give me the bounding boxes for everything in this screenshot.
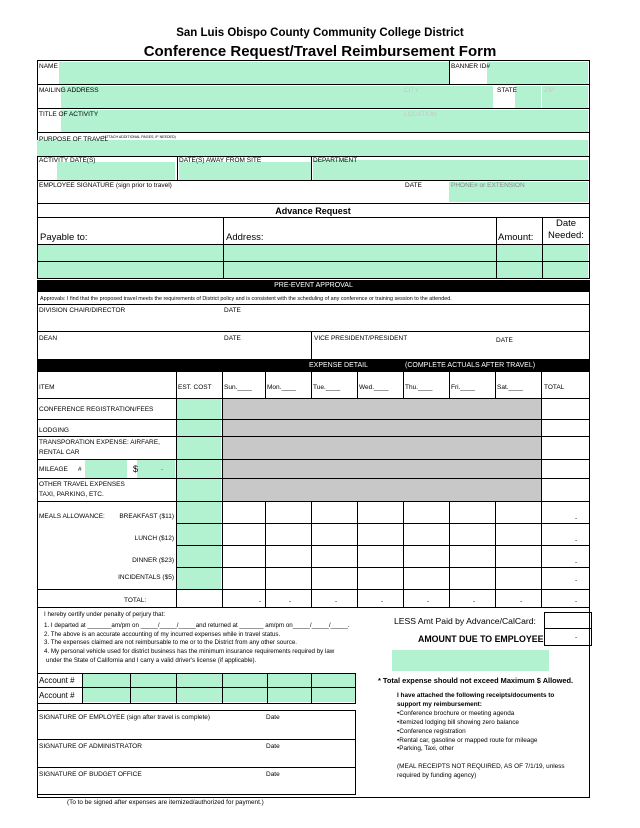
dean-date-label: DATE: [224, 335, 241, 342]
wed-total: -: [381, 598, 384, 605]
mileage-dollar: $: [133, 464, 139, 474]
vp-date-label: DATE: [496, 337, 513, 344]
name-label: NAME: [39, 63, 58, 70]
advance-row-2[interactable]: [38, 262, 588, 278]
dates-away-label: DATE(S) AWAY FROM SITE: [179, 157, 262, 164]
sat-total: -: [520, 598, 523, 605]
pre-event-approval-bar: PRE-EVENT APPROVAL: [37, 280, 590, 292]
mileage-label: MILEAGE: [39, 466, 68, 473]
dates-away-field[interactable]: [179, 162, 311, 180]
chair-date-label: DATE: [224, 307, 241, 314]
purpose-label: PURPOSE OF TRAVEL: [39, 136, 109, 143]
sun-header: Sun.____: [224, 384, 252, 391]
transportation-label: TRANSPORATION EXPENSE: AIRFARE, RENTAL CAR: [39, 439, 160, 456]
receipts-list: I have attached the following receipts/documents to support my reimbursement: •Conference brochure or meeting agenda •Itemized lodging bill showing zero balance •Conference registration •Rental car, gasoline or mapped route for mileage •Parking, Taxi, other (MEAL RECEIPTS NOT REQUIRED, AS OF 7/1/19, unless required by funding agency): [397, 692, 565, 780]
sat-header: Sat.____: [497, 384, 524, 391]
district-name: San Luis Obispo County Community College District: [176, 27, 464, 39]
thu-total: -: [427, 598, 430, 605]
banner-id-field[interactable]: [487, 62, 588, 84]
conference-fees-label: CONFERENCE REGISTRATION/FEES: [39, 406, 154, 413]
amount-label: Amount:: [498, 232, 534, 243]
dinner-total: -: [575, 559, 578, 566]
department-label: DEPARTMENT: [313, 157, 358, 164]
address-label: Address:: [226, 232, 264, 243]
certification: I hereby certify under penalty of perjury that: 1. I departed at _______am/pm on _____/_____/_____and returned at _______ am/pm on_____/_____/_____. 2. The above is an accurate accounting of my incurred expenses while in travel status. 3. The expenses claimed are not reimbursable to me or to the District from any other source. 4. My personal vehicle used for district business has the minimum insurance requirements required by law under the State of California and I carry a valid driver's license (if applicable).: [44, 611, 350, 664]
amount-due-label: AMOUNT DUE TO EMPLOYEE: [418, 634, 544, 644]
signature-date-label: DATE: [405, 182, 422, 189]
dean-label: DEAN: [39, 335, 58, 342]
employee-sig-date: Date: [266, 714, 280, 721]
account-2-label: Account #: [39, 691, 75, 700]
approval-statement: Approvals: I find that the proposed travel meets the requirements of District policy and is consistent with the scheduling of any conference or training session to the attended.: [40, 296, 452, 302]
administrator-sig-date: Date: [266, 743, 280, 750]
mailing-address-field[interactable]: [61, 86, 403, 108]
purpose-note: (ATTACH ADDITIONAL PAGES, IF NEEDED): [103, 135, 176, 139]
activity-date-label: ACTIVITY DATE(S): [39, 157, 96, 164]
less-advance-label: LESS Amt Paid by Advance/CalCard:: [394, 616, 536, 626]
banner-label: BANNER ID#: [451, 63, 491, 70]
advance-section: [37, 203, 590, 279]
incidentals-total: -: [575, 577, 578, 584]
date-needed-label: Date Needed:: [548, 218, 584, 241]
complete-actuals-label: (COMPLETE ACTUALS AFTER TRAVEL): [405, 362, 536, 369]
state-field[interactable]: [515, 86, 541, 108]
city-label: CITY: [404, 87, 419, 94]
grand-total: -: [575, 598, 578, 605]
mon-total: -: [289, 598, 292, 605]
zip-label: ZIP: [544, 87, 555, 94]
state-label: STATE: [497, 87, 517, 94]
amount-due-value: -: [575, 634, 578, 641]
total-row-label: TOTAL:: [124, 597, 147, 604]
mon-header: Mon.____: [267, 384, 296, 391]
breakfast-total: -: [575, 515, 578, 522]
lodging-label: LODGING: [39, 427, 69, 434]
vp-label: VICE PRESIDENT/PRESIDENT: [314, 335, 408, 342]
fri-total: -: [473, 598, 476, 605]
incidentals-label: INCIDENTALS ($5): [118, 574, 174, 581]
phone-label: PHONE# or EXTENSION: [451, 182, 525, 189]
employee-signature-line[interactable]: SIGNATURE OF EMPLOYEE (sign after travel is complete): [39, 714, 211, 721]
est-cost-header: EST. COST: [178, 384, 212, 391]
info-section: [37, 60, 590, 204]
activity-title-label: TITLE OF ACTIVITY: [39, 111, 99, 118]
mileage-dash: -: [161, 466, 164, 473]
advance-row-1[interactable]: [38, 245, 588, 261]
wed-header: Wed.____: [359, 384, 389, 391]
bottom-frame: [37, 607, 590, 798]
max-allowed-note: * Total expense should not exceed Maximum $ Allowed.: [378, 676, 574, 685]
budget-signature-line[interactable]: SIGNATURE OF BUDGET OFFICE: [39, 771, 142, 778]
purpose-field[interactable]: [37, 140, 588, 156]
form-title: Conference Request/Travel Reimbursement Form: [143, 43, 497, 60]
thu-header: Thu.____: [405, 384, 433, 391]
approval-section: [37, 292, 590, 360]
expense-detail-bar: [37, 360, 590, 372]
item-header: ITEM: [39, 384, 55, 391]
meals-allowance-label: MEALS ALLOWANCE:: [39, 513, 105, 520]
footer-note: (To to be signed after expenses are itemized/authorized for payment.): [67, 799, 264, 806]
administrator-signature-line[interactable]: SIGNATURE OF ADMINISTRATOR: [39, 743, 142, 750]
payable-to-label: Payable to:: [40, 232, 88, 243]
lunch-label: LUNCH ($12): [134, 535, 174, 542]
fri-header: Fri.____: [451, 384, 475, 391]
tue-total: -: [335, 598, 338, 605]
mileage-hash: #: [78, 466, 82, 473]
expense-table: [37, 372, 590, 608]
employee-signature-label: EMPLOYEE SIGNATURE (sign prior to travel): [39, 182, 172, 189]
account-1-label: Account #: [39, 676, 75, 685]
mailing-label: MAILING ADDRESS: [39, 87, 99, 94]
other-expenses-label: OTHER TRAVEL EXPENSES TAXI, PARKING, ETC.: [39, 481, 125, 498]
lunch-total: -: [575, 537, 578, 544]
budget-sig-date: Date: [266, 771, 280, 778]
activity-date-field[interactable]: [57, 162, 175, 180]
total-header: TOTAL: [544, 384, 565, 391]
dinner-label: DINNER ($23): [132, 557, 174, 564]
location-label: LOCATION: [404, 111, 437, 118]
advance-title: Advance Request: [275, 206, 351, 216]
division-chair-label: DIVISION CHAIR/DIRECTOR: [39, 307, 126, 314]
breakfast-label: BREAKFAST ($11): [119, 513, 174, 520]
sun-total: -: [259, 598, 262, 605]
name-field[interactable]: [59, 62, 449, 84]
activity-title-field[interactable]: [61, 110, 588, 132]
tue-header: Tue.____: [313, 384, 341, 391]
expense-detail-label: EXPENSE DETAIL: [309, 362, 369, 369]
